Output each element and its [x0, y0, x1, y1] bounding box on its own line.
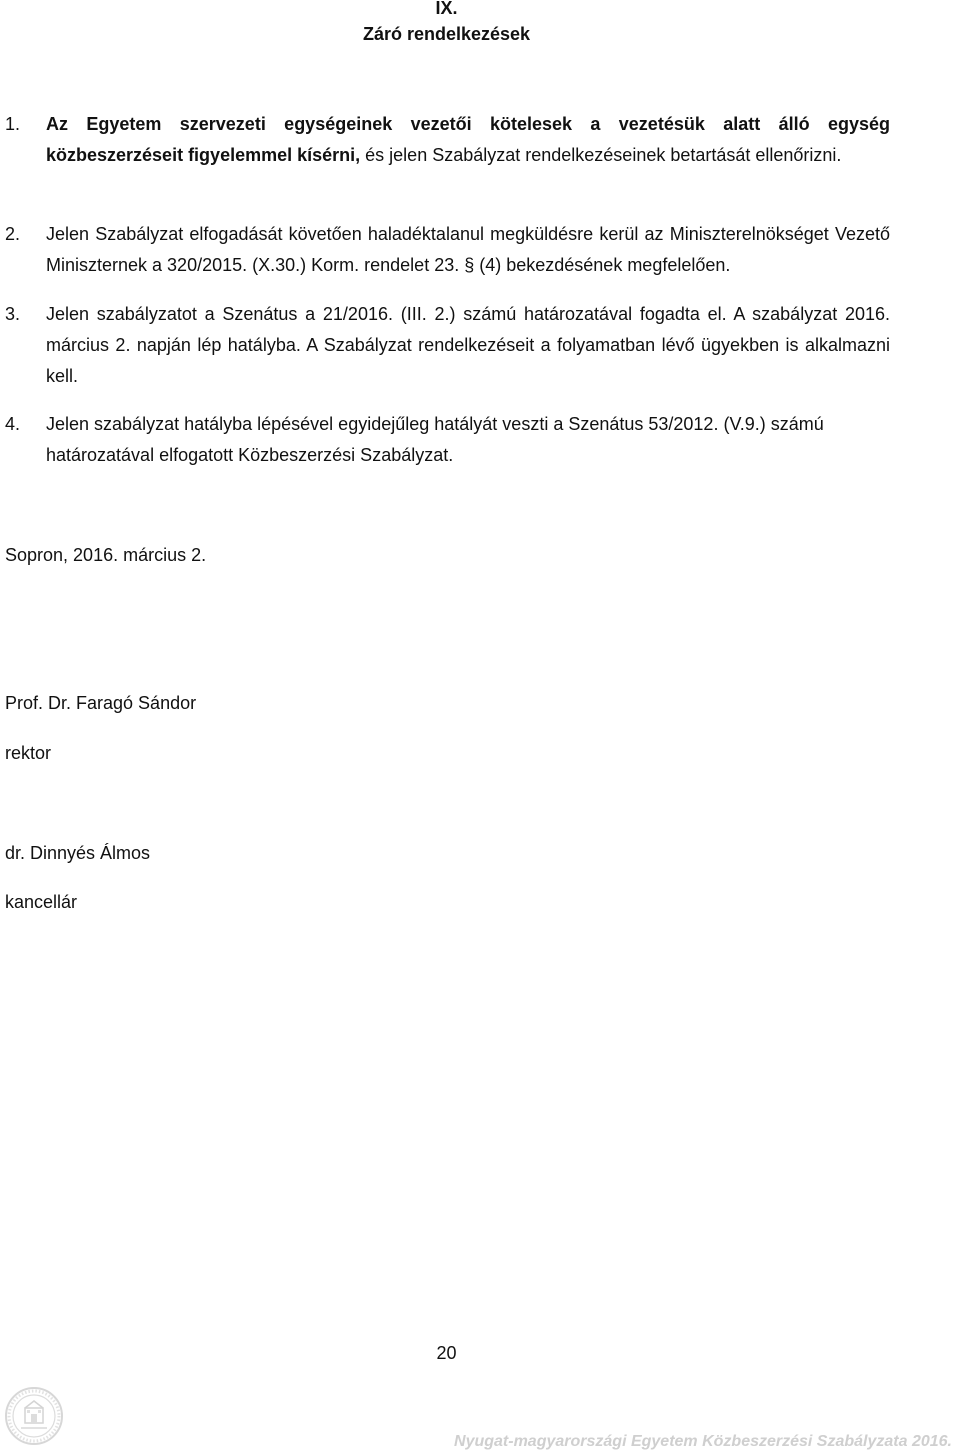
signatory-role: kancellár: [5, 892, 78, 912]
item-text-bold: Az Egyetem szervezeti egységeinek vezetői kötelesek a vezetésük alatt álló egység közbeszerzéseit figyelemmel kísérni,: [46, 114, 890, 165]
item-number: 3.: [5, 304, 21, 324]
item-text: Jelen szabályzat hatályba lépésével egyidejűleg hatályát veszti a Szenátus 53/2012. (V.9.) számú határozatával elfogatott Közbeszerzési Szabályzat.: [46, 414, 824, 465]
chapter-title: Záró rendelkezések: [362, 24, 531, 44]
item-text: [5, 109, 890, 171]
place-date: Sopron, 2016. március 2.: [5, 545, 207, 565]
list-item: [5, 409, 890, 471]
item-text: Jelen szabályzatot a Szenátus a 21/2016. (III. 2.) számú határozatával fogadta el. A szabályzat 2016. március 2. napján lép hatályba. A Szabályzat rendelkezéseit a folyamatban lévő ügyekben is alkalmazni kell.: [46, 304, 890, 386]
university-seal-icon: [4, 1386, 64, 1446]
list-item: [5, 219, 890, 281]
signatory-name: dr. Dinnyés Álmos: [5, 843, 151, 863]
chapter-number: IX.: [435, 0, 458, 18]
item-number: 1.: [5, 114, 21, 134]
signatory-name: Prof. Dr. Faragó Sándor: [5, 693, 197, 713]
signatory-role: rektor: [5, 743, 52, 763]
item-number: 2.: [5, 224, 21, 244]
item-number: 4.: [5, 414, 21, 434]
footer-title: Nyugat-magyarországi Egyetem Közbeszerzési Szabályzata 2016.: [454, 1433, 952, 1450]
page-number: 20: [436, 1343, 457, 1363]
list-item: [5, 299, 890, 392]
item-text-rest: és jelen Szabályzat rendelkezéseinek betartását ellenőrizni.: [360, 145, 842, 165]
item-text: Jelen Szabályzat elfogadását követően haladéktalanul megküldésre kerül az Miniszterelnökséget Vezető Miniszternek a 320/2015. (X.30.) Korm. rendelet 23. § (4) bekezdésének megfelelően.: [46, 224, 890, 275]
list-item: [5, 109, 890, 171]
